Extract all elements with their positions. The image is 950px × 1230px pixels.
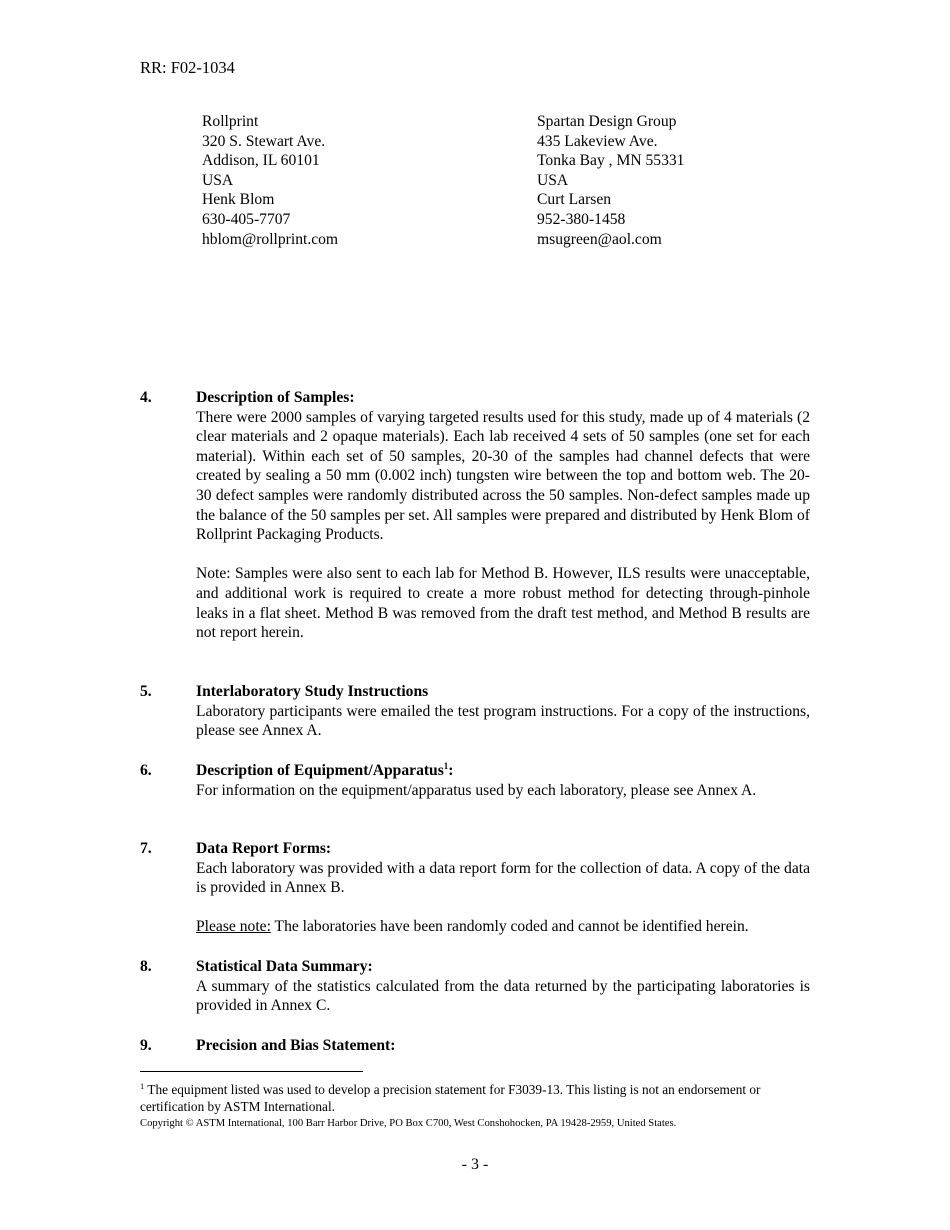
section-title: Description of Samples: <box>196 389 355 406</box>
country: USA <box>537 171 569 189</box>
footnote-divider <box>140 1071 363 1072</box>
phone-number: 952-380-1458 <box>537 210 626 228</box>
please-note-paragraph: Please note: The laboratories have been randomly coded and cannot be identified herein. <box>196 918 749 936</box>
section-note-paragraph: Note: Samples were also sent to each lab for Method B. However, ILS results were unacceptable, and additional work is required to create a more robust method for detecting through-pinhole leaks in a flat sheet. Method B was removed from the draft test method, and Method B results are not report herein. <box>196 565 810 642</box>
footnote-reference: 1 <box>443 761 449 771</box>
city-state-zip: Addison, IL 60101 <box>202 152 320 170</box>
section-title: Description of Equipment/Apparatus$^1$: <box>196 761 454 779</box>
section-7-data-report-forms <box>140 839 812 937</box>
street-address: 435 Lakeview Ave. <box>537 132 658 150</box>
section-5-ils-instructions <box>140 682 812 741</box>
address-block-spartan <box>537 112 837 249</box>
email-address: hblom@rollprint.com <box>202 230 339 248</box>
contact-name: Henk Blom <box>202 191 275 209</box>
section-paragraph: There were 2000 samples of varying targeted results used for this study, made up of 4 materials (2 clear materials and 2 opaque materials). Each lab received 4 sets of 50 samples (one set for each material). Within each set of 50 samples, 20-30 of the samples had channel defects that were created by sealing a 50 mm (0.002 inch) tungsten wire between the top and bottom web. The 20-30 defect samples were randomly distributed across the 50 samples. Non-defect samples made up the balance of the 50 samples per set. All samples were prepared and distributed by Henk Blom of Rollprint Packaging Products. <box>196 408 810 544</box>
section-title: Interlaboratory Study Instructions <box>196 683 429 700</box>
section-paragraph: Each laboratory was provided with a data report form for the collection of data. A copy of the data is provided in Annex B. <box>196 859 810 897</box>
section-paragraph: A summary of the statistics calculated from the data returned by the participating laboratories is provided in Annex C. <box>196 977 810 1015</box>
section-number: 5. <box>140 683 152 700</box>
copyright-notice: Copyright © ASTM International, 100 Barr Harbor Drive, PO Box C700, West Conshohocken, PA 19428-2959, United States. <box>140 1118 677 1129</box>
section-title: Data Report Forms: <box>196 840 332 857</box>
section-number: 8. <box>140 958 152 975</box>
contact-name: Curt Larsen <box>537 191 612 209</box>
section-number: 7. <box>140 840 152 857</box>
please-note-label: Please note: <box>196 918 271 936</box>
company-name: Spartan Design Group <box>537 113 677 130</box>
section-paragraph: For information on the equipment/apparatus used by each laboratory, please see Annex A. <box>196 781 757 799</box>
section-number: 6. <box>140 762 152 779</box>
report-id-header: RR: F02-1034 <box>140 58 235 77</box>
section-8-statistical-data-summary <box>140 957 812 1016</box>
section-4-description-of-samples <box>140 388 812 643</box>
city-state-zip: Tonka Bay , MN 55331 <box>537 152 685 170</box>
address-block-rollprint <box>202 112 502 249</box>
company-name: Rollprint <box>202 113 259 130</box>
section-title: Statistical Data Summary: <box>196 958 373 975</box>
section-title: Precision and Bias Statement: <box>196 1037 396 1054</box>
page-number: - 3 - <box>461 1156 489 1173</box>
section-6-equipment-apparatus <box>140 761 812 800</box>
section-9-precision-and-bias <box>140 1036 812 1056</box>
footnote <box>140 1081 820 1115</box>
section-number: 4. <box>140 389 152 406</box>
section-paragraph: Laboratory participants were emailed the test program instructions. For a copy of the instructions, please see Annex A. <box>196 702 810 740</box>
phone-number: 630-405-7707 <box>202 210 291 228</box>
email-address: msugreen@aol.com <box>537 230 662 248</box>
footnote-mark: 1 <box>140 1081 145 1091</box>
section-number: 9. <box>140 1037 152 1054</box>
footnote-text: The equipment listed was used to develop a precision statement for F3039-13. This listing is not an endorsement or certification by ASTM International. <box>140 1082 761 1114</box>
country: USA <box>202 171 234 189</box>
street-address: 320 S. Stewart Ave. <box>202 132 326 150</box>
